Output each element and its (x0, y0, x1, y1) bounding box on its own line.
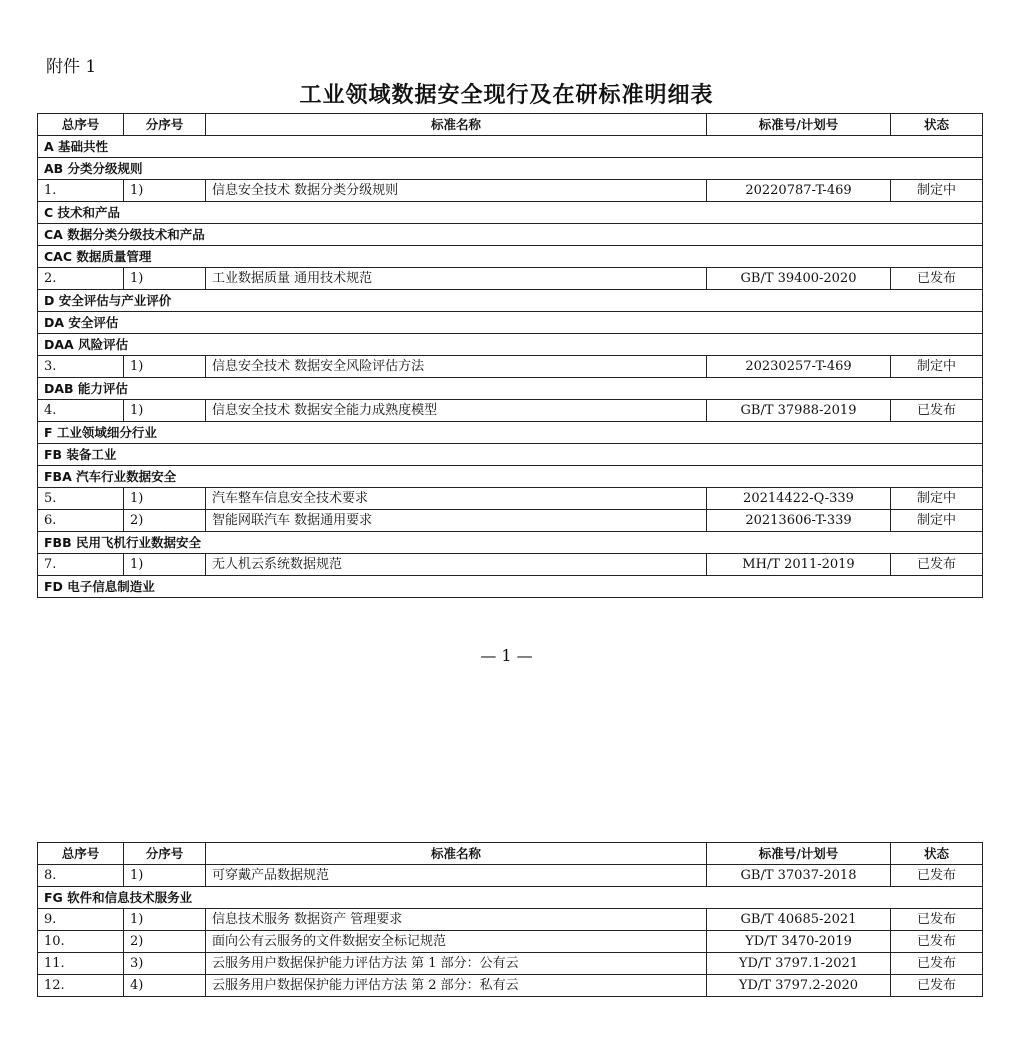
sub-no-cell: 4) (124, 975, 206, 997)
total-no-cell: 3. (38, 356, 124, 378)
table-body-page2 (38, 865, 983, 997)
status-cell: 制定中 (891, 180, 983, 202)
standard-code-cell: 20213606-T-339 (707, 510, 891, 532)
status-cell: 已发布 (891, 931, 983, 953)
sub-no-cell: 1) (124, 180, 206, 202)
total-no-cell: 8. (38, 865, 124, 887)
standard-code-cell: GB/T 37037-2018 (707, 865, 891, 887)
sub-no-cell: 1) (124, 268, 206, 290)
section-row (38, 576, 983, 598)
section-label: FD 电子信息制造业 (38, 576, 983, 598)
sub-no-cell: 1) (124, 400, 206, 422)
section-label: DA 安全评估 (38, 312, 983, 334)
standard-name-cell: 云服务用户数据保护能力评估方法 第 1 部分：公有云 (206, 953, 707, 975)
sub-no-cell: 1) (124, 909, 206, 931)
standard-code-cell: GB/T 40685-2021 (707, 909, 891, 931)
section-label: C 技术和产品 (38, 202, 983, 224)
status-cell: 已发布 (891, 400, 983, 422)
standard-code-cell: MH/T 2011-2019 (707, 554, 891, 576)
section-row (38, 466, 983, 488)
page-title: 工业领域数据安全现行及在研标准明细表 (299, 82, 714, 108)
section-row (38, 224, 983, 246)
table-row (38, 268, 983, 290)
total-no-cell: 1. (38, 180, 124, 202)
table-row (38, 865, 983, 887)
status-cell: 已发布 (891, 975, 983, 997)
status-cell: 已发布 (891, 953, 983, 975)
total-no-cell: 5. (38, 488, 124, 510)
standard-code-cell: YD/T 3797.1-2021 (707, 953, 891, 975)
standard-name-cell: 工业数据质量 通用技术规范 (206, 268, 707, 290)
section-label: DAB 能力评估 (38, 378, 983, 400)
header-status: 状态 (891, 114, 983, 136)
header-standard-code: 标准号/计划号 (707, 114, 891, 136)
section-label: FBA 汽车行业数据安全 (38, 466, 983, 488)
section-label: CA 数据分类分级技术和产品 (38, 224, 983, 246)
total-no-cell: 6. (38, 510, 124, 532)
standard-name-cell: 云服务用户数据保护能力评估方法 第 2 部分：私有云 (206, 975, 707, 997)
table-header-row (38, 843, 983, 865)
section-label: AB 分类分级规则 (38, 158, 983, 180)
total-no-cell: 12. (38, 975, 124, 997)
section-row (38, 422, 983, 444)
standard-name-cell: 可穿戴产品数据规范 (206, 865, 707, 887)
table-row (38, 400, 983, 422)
table-row (38, 909, 983, 931)
standard-code-cell: 20220787-T-469 (707, 180, 891, 202)
section-label: FG 软件和信息技术服务业 (38, 887, 983, 909)
table-header-row (38, 114, 983, 136)
section-row (38, 378, 983, 400)
page-number: — 1 — (480, 646, 533, 665)
attachment-label: 附件 1 (46, 57, 97, 77)
sub-no-cell: 2) (124, 931, 206, 953)
total-no-cell: 7. (38, 554, 124, 576)
header-total-no: 总序号 (38, 843, 124, 865)
section-label: CAC 数据质量管理 (38, 246, 983, 268)
table-row (38, 975, 983, 997)
sub-no-cell: 3) (124, 953, 206, 975)
standard-code-cell: 20214422-Q-339 (707, 488, 891, 510)
status-cell: 制定中 (891, 488, 983, 510)
header-sub-no: 分序号 (124, 843, 206, 865)
section-row (38, 444, 983, 466)
section-label: FBB 民用飞机行业数据安全 (38, 532, 983, 554)
section-label: FB 装备工业 (38, 444, 983, 466)
status-cell: 已发布 (891, 865, 983, 887)
table-row (38, 953, 983, 975)
section-row (38, 158, 983, 180)
section-label: D 安全评估与产业评价 (38, 290, 983, 312)
section-label: F 工业领域细分行业 (38, 422, 983, 444)
section-row (38, 136, 983, 158)
standard-name-cell: 信息安全技术 数据安全风险评估方法 (206, 356, 707, 378)
section-row (38, 246, 983, 268)
header-total-no: 总序号 (38, 114, 124, 136)
status-cell: 已发布 (891, 909, 983, 931)
standard-code-cell: GB/T 39400-2020 (707, 268, 891, 290)
total-no-cell: 2. (38, 268, 124, 290)
section-label: A 基础共性 (38, 136, 983, 158)
table-row (38, 180, 983, 202)
header-standard-name: 标准名称 (206, 843, 707, 865)
standard-code-cell: YD/T 3470-2019 (707, 931, 891, 953)
standard-name-cell: 无人机云系统数据规范 (206, 554, 707, 576)
sub-no-cell: 2) (124, 510, 206, 532)
sub-no-cell: 1) (124, 554, 206, 576)
table-row (38, 356, 983, 378)
table-row (38, 510, 983, 532)
standard-code-cell: 20230257-T-469 (707, 356, 891, 378)
section-row (38, 887, 983, 909)
sub-no-cell: 1) (124, 865, 206, 887)
standard-name-cell: 信息安全技术 数据安全能力成熟度模型 (206, 400, 707, 422)
standards-table-page1 (37, 113, 983, 598)
total-no-cell: 4. (38, 400, 124, 422)
table-row (38, 931, 983, 953)
sub-no-cell: 1) (124, 356, 206, 378)
table-row (38, 554, 983, 576)
standard-name-cell: 面向公有云服务的文件数据安全标记规范 (206, 931, 707, 953)
status-cell: 已发布 (891, 554, 983, 576)
total-no-cell: 9. (38, 909, 124, 931)
standard-code-cell: YD/T 3797.2-2020 (707, 975, 891, 997)
section-row (38, 290, 983, 312)
standard-name-cell: 汽车整车信息安全技术要求 (206, 488, 707, 510)
standard-name-cell: 信息安全技术 数据分类分级规则 (206, 180, 707, 202)
sub-no-cell: 1) (124, 488, 206, 510)
table-body-page1 (38, 136, 983, 598)
header-status: 状态 (891, 843, 983, 865)
standard-name-cell: 智能网联汽车 数据通用要求 (206, 510, 707, 532)
section-label: DAA 风险评估 (38, 334, 983, 356)
table-row (38, 488, 983, 510)
standard-name-cell: 信息技术服务 数据资产 管理要求 (206, 909, 707, 931)
status-cell: 制定中 (891, 510, 983, 532)
status-cell: 制定中 (891, 356, 983, 378)
standards-table-page2 (37, 842, 983, 997)
section-row (38, 312, 983, 334)
standard-code-cell: GB/T 37988-2019 (707, 400, 891, 422)
status-cell: 已发布 (891, 268, 983, 290)
total-no-cell: 11. (38, 953, 124, 975)
header-standard-code: 标准号/计划号 (707, 843, 891, 865)
header-standard-name: 标准名称 (206, 114, 707, 136)
section-row (38, 532, 983, 554)
section-row (38, 334, 983, 356)
header-sub-no: 分序号 (124, 114, 206, 136)
section-row (38, 202, 983, 224)
total-no-cell: 10. (38, 931, 124, 953)
